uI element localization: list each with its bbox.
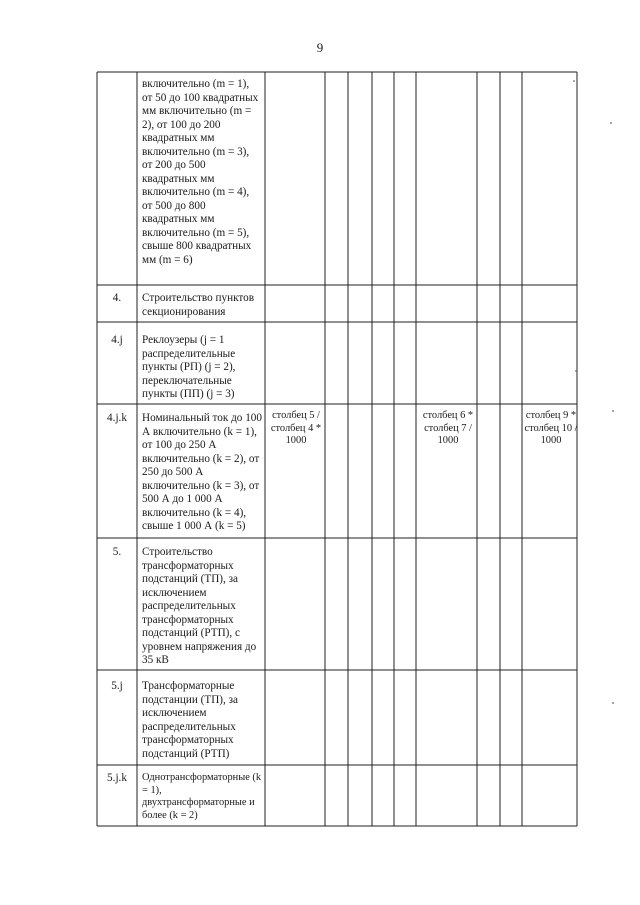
row-number: 5.j.k: [107, 772, 127, 784]
scan-speck: [610, 122, 612, 124]
row-description: Строительство трансформаторных подстанций (ТП), за исключением распределительных трансформаторных подстанций (РТП), с уровнем напряжения до 35 кВ: [142, 546, 257, 666]
row-description: Однотрансформаторные (k = 1), двухтрансформаторные и более (k = 2): [142, 772, 262, 821]
row-description: Трансформаторные подстанции (ТП), за исключением распределительных трансформаторных подстанций (РТП): [142, 680, 238, 760]
row-description: включительно (m = 1), от 50 до 100 квадратных мм включительно (m = 2), от 100 до 200 квадратных мм включительно (m = 3), от 200 до 500 квадратных мм включительно (m = 4), от 500 до 800 квадратных мм включительно (m = 5), свыше 800 квадратных мм (m = 6): [142, 78, 259, 266]
formula-cell: столбец 9 * столбец 10 / 1000: [524, 410, 578, 446]
row-number: 5.j: [111, 680, 123, 692]
formula-cell: столбец 6 * столбец 7 / 1000: [422, 410, 474, 446]
row-number: 5.: [112, 546, 122, 558]
row-number: 4.j.k: [107, 412, 127, 424]
row-number: 4.j: [111, 334, 123, 346]
scan-speck: [612, 410, 614, 412]
formula-cell: столбец 5 / столбец 4 * 1000: [270, 410, 322, 446]
scan-speck: [573, 80, 575, 82]
scan-speck: [612, 702, 614, 704]
row-description: Реклоузеры (j = 1 распределительные пункты (РП) (j = 2), переключательные пункты (ПП) (j = 3): [142, 334, 236, 400]
page-number: 9: [316, 40, 324, 55]
scan-speck: [575, 370, 577, 372]
row-description: Номинальный ток до 100 А включительно (k = 1), от 100 до 250 А включительно (k = 2), от 250 до 500 А включительно (k = 3), от 500 А до 1 000 А включительно (k = 4), свыше 1 000 А (k = 5): [142, 412, 262, 532]
row-description: Строительство пунктов секционирования: [142, 292, 254, 318]
row-number: 4.: [112, 292, 122, 304]
